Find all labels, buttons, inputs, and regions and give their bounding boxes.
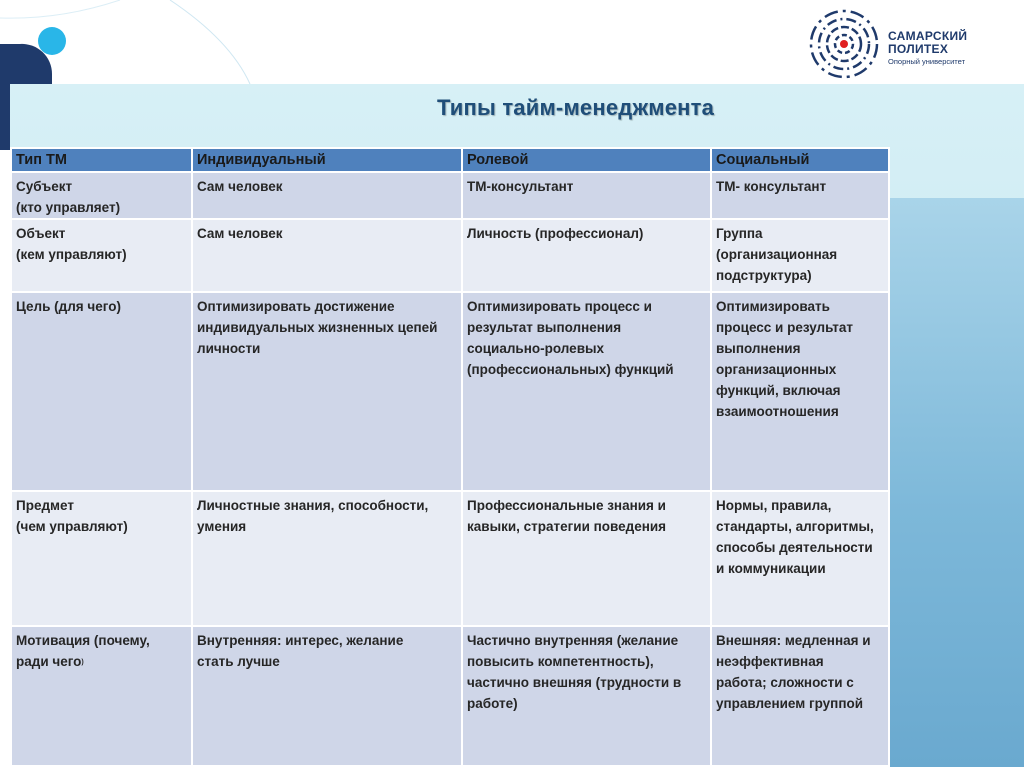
cell-line: взаимоотношения <box>716 404 839 419</box>
faint-arc-line-2 <box>0 0 120 18</box>
individual-cell <box>192 219 462 292</box>
cell-line: умения <box>197 519 247 534</box>
individual-cell <box>192 626 462 766</box>
role-cell <box>462 626 711 766</box>
cell-line: Частично внутренняя (желание <box>467 633 679 648</box>
right-decorative-panel <box>888 198 1024 767</box>
role-cell <box>462 172 711 219</box>
cell-line: работе) <box>467 696 518 711</box>
cell-line: Оптимизировать процесс и <box>467 299 652 314</box>
logo-emblem <box>811 11 877 77</box>
cell-line: выполнения <box>716 341 801 356</box>
cell-line: кавыки, стратегии поведения <box>467 519 667 534</box>
slide-title: Типы тайм-менеджмента <box>437 95 715 120</box>
cell-line: Личностные знания, способности, <box>197 498 429 513</box>
row-label-cell <box>11 219 192 292</box>
cell-line: результат выполнения <box>467 320 622 335</box>
cell-line: подструктура) <box>716 268 812 283</box>
left-white-strip <box>0 84 10 767</box>
cell-line: и коммуникации <box>716 561 826 576</box>
table-row-motivation <box>11 626 889 766</box>
corner-decoration <box>0 0 260 150</box>
cell-line: (профессиональных) функций <box>467 362 674 377</box>
cell-line: стать лучше <box>197 654 280 669</box>
cell-line: способы деятельности <box>716 540 873 555</box>
cell-line: социально-ролевых <box>467 341 605 356</box>
cell-line: (организационная <box>716 247 838 262</box>
faint-arc-line <box>170 0 250 84</box>
individual-cell <box>192 491 462 626</box>
cell-line: Цель (для чего) <box>16 299 121 314</box>
cell-line: Профессиональные знания и <box>467 498 666 513</box>
cell-line: Группа <box>716 226 763 241</box>
row-label-cell <box>11 172 192 219</box>
cell-line: (чем управляют) <box>16 519 128 534</box>
cell-line: Сам человек <box>197 226 283 241</box>
cell-line: Субъект <box>16 179 73 194</box>
table-row-goal <box>11 292 889 491</box>
cell-line: Внешняя: медленная и <box>716 633 871 648</box>
logo-subtitle: Опорный университет <box>888 57 966 66</box>
cell-line: функций, включая <box>716 383 841 398</box>
cell-line: (кем управляют) <box>16 247 127 262</box>
individual-cell <box>192 172 462 219</box>
cell-line: ТМ- консультант <box>716 179 827 194</box>
row-label-cell <box>11 626 192 766</box>
social-cell <box>711 292 889 491</box>
logo-name-line1: САМАРСКИЙ <box>888 29 968 43</box>
cell-line <box>16 651 187 673</box>
cell-line: работа; сложности с <box>716 675 854 690</box>
cell-line: стандарты, алгоритмы, <box>716 519 874 534</box>
cell-line: Оптимизировать <box>716 299 830 314</box>
social-cell <box>711 172 889 219</box>
cell-line: повысить компетентность), <box>467 654 654 669</box>
time-management-types-table <box>10 147 890 767</box>
role-cell <box>462 491 711 626</box>
cell-line: Личность (профессионал) <box>467 226 644 241</box>
row-label-cell <box>11 292 192 491</box>
cell-line: частично внешняя (трудности в <box>467 675 682 690</box>
cell-paren: ) <box>81 658 84 666</box>
cell-line: Предмет <box>16 498 74 513</box>
navy-edge-shape <box>0 44 10 150</box>
cell-line: Мотивация (почему, <box>16 633 150 648</box>
table-row-subject <box>11 172 889 219</box>
social-cell <box>711 219 889 292</box>
cell-text: ради чего <box>16 654 82 669</box>
cell-line: (кто управляет) <box>16 200 121 215</box>
logo-name-line2: ПОЛИТЕХ <box>888 42 949 56</box>
role-cell <box>462 219 711 292</box>
row-label-cell <box>11 491 192 626</box>
cell-line: процесс и результат <box>716 320 853 335</box>
header-role: Ролевой <box>462 148 711 172</box>
cell-line: Внутренняя: интерес, желание <box>197 633 404 648</box>
individual-cell <box>192 292 462 491</box>
cell-line: Сам человек <box>197 179 283 194</box>
cyan-dot <box>38 27 66 55</box>
header-social: Социальный <box>711 148 889 172</box>
cell-line: Объект <box>16 226 66 241</box>
cell-line: ТМ-консультант <box>467 179 574 194</box>
cell-line: неэффективная <box>716 654 824 669</box>
cell-line: индивидуальных жизненных цепей <box>197 320 438 335</box>
social-cell <box>711 626 889 766</box>
cell-line: Оптимизировать достижение <box>197 299 395 314</box>
table-row-object <box>11 219 889 292</box>
social-cell <box>711 491 889 626</box>
cell-line: Нормы, правила, <box>716 498 832 513</box>
header-type: Тип ТМ <box>11 148 192 172</box>
cell-line: личности <box>197 341 261 356</box>
cell-line: организационных <box>716 362 837 377</box>
role-cell <box>462 292 711 491</box>
cell-line: управлением группой <box>716 696 864 711</box>
table-row-subject-matter <box>11 491 889 626</box>
logo-name <box>888 30 967 56</box>
header-individual: Индивидуальный <box>192 148 462 172</box>
table-header-row <box>11 148 889 172</box>
